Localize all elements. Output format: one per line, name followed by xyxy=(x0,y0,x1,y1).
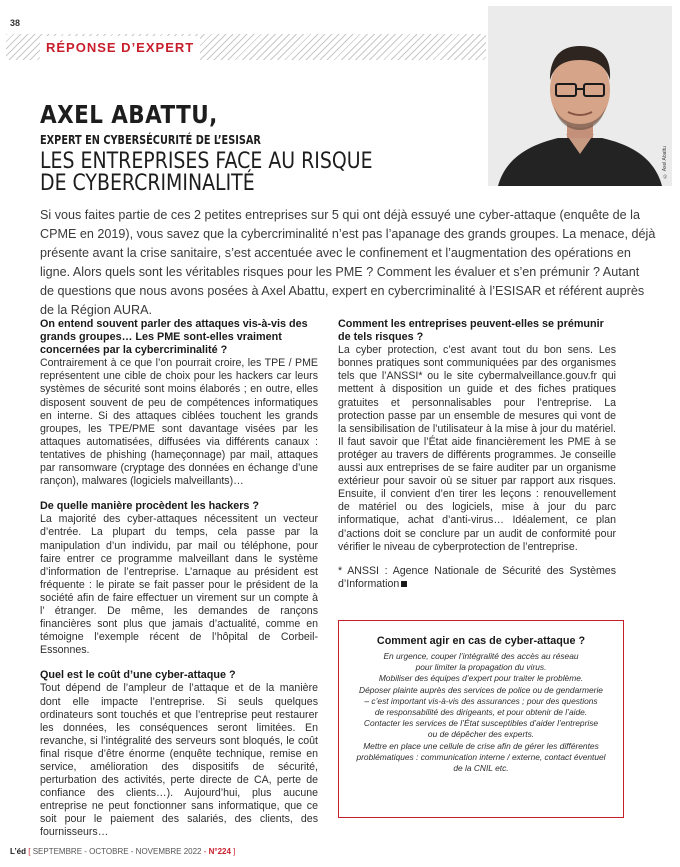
answer-2: La majorité des cyber-attaques nécessitent un vecteur d’entrée. La plupart du temps, cela passe par la manipulation d’un individu, par mail ou téléphone, pour faire entrer ce programme malveillant dans le système d’information de l’entreprise. L’arnaque au président est fréquente : le pirate se fait passer pour le président de la société afin de faire effectuer un virement sur un compte à l’ étranger. De même, les demandes de rançons financières sont plus que jamais d’actualité, comme en témoigne l’exemple récent de l’hôpital de Corbeil-Essonnes. xyxy=(40,513,318,657)
end-of-article-square xyxy=(401,581,407,587)
box-line: Mettre en place une cellule de crise afin de gérer les différentes xyxy=(363,740,599,751)
page-number: 38 xyxy=(10,18,21,28)
section-tag: RÉPONSE D’EXPERT xyxy=(40,36,200,60)
issue-date: SEPTEMBRE - OCTOBRE - NOVEMBRE 2022 xyxy=(32,847,202,856)
question-3: Quel est le coût d’une cyber-attaque ? xyxy=(40,669,236,682)
portrait-illustration xyxy=(488,6,672,186)
right-column xyxy=(338,318,616,591)
question-2: De quelle manière procèdent les hackers ? xyxy=(40,500,260,513)
box-line: de responsabilité des dirigeants, et pour obtenir de l’aide. xyxy=(374,707,588,718)
box-line: ou de dépêcher des experts. xyxy=(427,729,535,740)
box-title: Comment agir en cas de cyber-attaque ? xyxy=(376,635,586,647)
answer-1: Contrairement à ce que l’on pourrait croire, les TPE / PME représentent une cible de choix pour les hackers car leurs systèmes de sécurité sont moins élaborés ; en outre, elles disposent souvent de peu de compétences informatiques en interne. Si des attaques ciblées touchent les grands groupes, les TPE/PME sont davantage visées par les attaques automatisées, diffusées via différents canaux : tentatives de phishing (hameçonnage) par mail, attaques par ransomware (cryptage des données en échange d’une rançon), malwares (logiciels malveillants)… xyxy=(40,357,318,488)
box-line: de la CNIL etc. xyxy=(453,763,509,774)
left-column xyxy=(40,318,318,840)
page-footer: L’éd [ SEPTEMBRE - OCTOBRE - NOVEMBRE 2022 - N°224 ] xyxy=(10,847,236,856)
question-4: Comment les entreprises peuvent-elles se prémunir de tels risques ? xyxy=(338,318,604,344)
box-line: pour limiter la propagation du virus. xyxy=(415,662,547,673)
footnote xyxy=(338,565,616,591)
headline-line-2: DE CYBERCRIMINALITÉ xyxy=(40,171,255,196)
intro-paragraph: Si vous faites partie de ces 2 petites entreprises sur 5 qui ont déjà essuyé une cyber-attaque (enquête de la CPME en 2019), vous savez que la cybercriminalité n’est pas l’apanage des grands groupes. La menace, déjà présente avant la crise sanitaire, s’est accentuée avec le confinement et l’augmentation des opérations en ligne. Alors quels sont les véritables risques pour les PME ? Comment les évaluer et s’en prémunir ? Autant de questions que nous avons posées à Axel Abattu, expert en cybercriminalité à l’ESISAR et référent auprès de la Région AURA. xyxy=(40,208,656,317)
cyber-attack-advice-box xyxy=(338,620,624,818)
box-line: Déposer plainte auprès des services de police ou de gendarmerie xyxy=(359,684,603,695)
box-line: problématiques : communication interne / externe, contact éventuel xyxy=(356,751,606,762)
issue-number: N°224 xyxy=(208,847,231,856)
magazine-name: L’éd xyxy=(10,847,27,856)
answer-4: La cyber protection, c’est avant tout du bon sens. Les bonnes pratiques sont communiquées par des organismes tels que l’ANSSI* ou le site cybermalveillance.gouv.fr qui mettent à disposition un guide et des fiches pratiques gratuites et personnalisables pour l’entreprise. La protection passe par un ensemble de mesures qui vont de la sensibilisation de l’utilisateur à la mise à jour du matériel. Il faut savoir que l’État aide financièrement les PME à se protéger au travers de différents programmes. Je conseille aussi aux entreprises de se faire auditer par un organisme extérieur pour savoir où se situer par rapport aux risques. Ensuite, il convient d’en tirer les leçons : renouvellement de matériel ou des logiciels, mise à jour du parc informatique, achat d’anti-virus… Idéalement, ce plan d’actions doit se conclure par un audit de conformité pour vérifier le niveau de cyberprotection de l’entreprise. xyxy=(338,344,616,553)
expert-name: AXEL ABATTU, xyxy=(40,100,218,129)
article-headline xyxy=(40,151,373,195)
box-line: En urgence, couper l’intégralité des accès au réseau xyxy=(383,651,579,661)
question-1: On entend souvent parler des attaques vis-à-vis des grands groupes… Les PME sont-elles vraiment concernées par la cybercriminalité ? xyxy=(40,318,308,357)
box-line: Contacter les services de l’État susceptibles d’aider l’entreprise xyxy=(363,718,599,729)
answer-3: Tout dépend de l’ampleur de l’attaque et de la manière dont elle impacte l’entreprise. Si seuls quelques ordinateurs sont touchés et que l’entreprise peut restaurer les données, les conséquences seront limitées. En revanche, si l’intégralité des serveurs sont bloqués, le coût final risque d’être énorme (enquête technique, remise en service, amélioration des dispositifs de sécurité, perturbation des activités, perte directe de CA, perte de confiance des clients…). Aujourd’hui, plus aucune entreprise ne peut fonctionner sans informatique, que ce soit pour le paiement des salariés, des clients, des fournisseurs… xyxy=(40,682,318,839)
box-line: – c’est important vis-à-vis des assurances ; pour des questions xyxy=(364,695,598,706)
footnote-text: * ANSSI : Agence Nationale de Sécurité des Systèmes d’Information xyxy=(338,564,616,590)
box-line: Mobiliser des équipes d’expert pour traiter le problème. xyxy=(378,673,584,684)
photo-credit: © Axel Abattu xyxy=(662,146,668,179)
expert-role: EXPERT EN CYBERSÉCURITÉ DE L’ESISAR xyxy=(40,132,261,147)
portrait-photo xyxy=(488,6,672,186)
headline-line-1: LES ENTREPRISES FACE AU RISQUE xyxy=(40,149,373,174)
